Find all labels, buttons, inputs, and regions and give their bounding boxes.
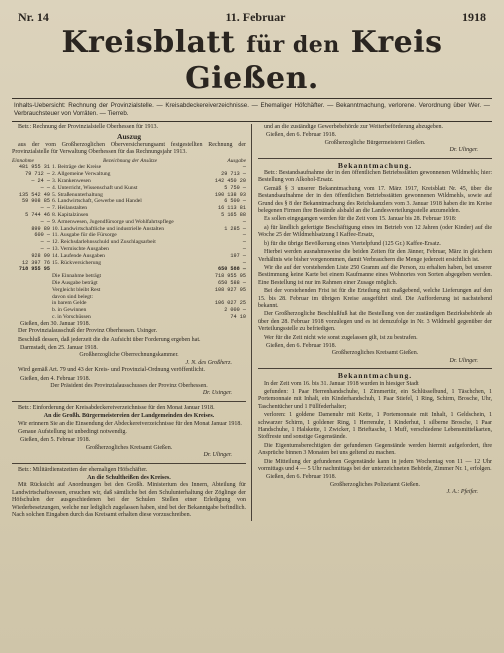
- paragraph: Wird gemäß Art. 79 und 43 der Kreis- und Provinzial-Ordnung veröffentlicht.: [18, 367, 205, 374]
- article-intro: aus der vom Großherzoglichen Oberversicherungsamt festgestellten Rechnung der Provinzialstelle für Verwaltung Oberhessen für das Rechnungsjahr 1913.: [12, 141, 246, 156]
- summary-value: 650 588 —: [217, 279, 246, 286]
- paragraph: Wer für die Zeit nicht wie sonst zugelassen gilt, ist zu bestrafen.: [264, 334, 418, 341]
- signature: Dr. Ulinger.: [449, 357, 478, 364]
- summary-value: 106 027 25: [214, 300, 246, 307]
- list-item: a) für ländlich gefertigte Beschäftigung eines im Betrieb von 12 Jahren (oder Kinder) auf die Woche 25 der Wildmehlsatzung I Kaffee-Ersatz,: [258, 224, 492, 239]
- item-cell: 1. Beiträge der Kreise: [52, 164, 102, 171]
- dateline: Gießen, den 6. Februar 1918.: [266, 342, 337, 349]
- article-heading: Bekanntmachung.: [337, 160, 413, 170]
- paragraph: Die Eigentumsberechtigten der gefundenen Gegenstände werden hiermit aufgefordert, ihre Ansprüche binnen 3 Monaten bei uns geltend zu machen.: [258, 442, 492, 457]
- paragraph: Beschluß dessen, daß jederzeit die die Aufsicht über Forderung ergeben hat.: [18, 336, 201, 343]
- item-cell: 11. Ausgabe für die Fürsorge: [52, 232, 117, 239]
- paragraph: Mit Rücksicht auf Anordnungen bei den Großh. Ministerium des Innern, Abteilung für Landwirtschaftswesen, ersuchen wir, daß sämtliche bei den Schulunterhaltung der Zöglinge der Höfschulen der ausgeschiedenen bei der Schulen Stellen einer Erledigung von Wiederbesetzungen, welche nur lediglich zugelassen haben, sind bei der Bekanntgabe befindlich. Nach solchen Eingaben durch das Kreisamt erhalten diese vorzuschreiben.: [12, 482, 246, 519]
- dateline: Gießen, den 6. Februar 1918.: [266, 474, 337, 481]
- income-cell: 481 955 31: [18, 164, 50, 171]
- item-cell: 4. Unterricht, Wissenschaft und Kunst: [52, 184, 138, 191]
- accounts-rows: [12, 164, 246, 266]
- right-column: [258, 124, 492, 521]
- masthead: [12, 26, 492, 96]
- item-cell: 9. Armenwesen, Jugendfürsorge und Wohlfahrtspflege: [52, 218, 174, 225]
- item-cell: 12. Reichsdarlehnsschuld und Zuschlagsarbeit: [52, 239, 156, 246]
- income-cell: 600 —: [34, 232, 50, 239]
- masthead-title-c: Kreis Gießen.: [185, 25, 443, 96]
- summary-label: Vergleicht bleibt Rest: [52, 286, 101, 293]
- income-cell: 899 89: [31, 225, 50, 232]
- signature: J. N. des Großherz.: [185, 359, 232, 366]
- issue-line: [12, 10, 492, 25]
- summary-value: 718 955 95: [214, 273, 246, 280]
- summary-value: [210, 294, 246, 301]
- paragraph: Der Großherzogliche Beschlußfuß hat die Bestellung von der zuständigen Bezirksbehörde ab über den 28. Februar 1918 vorzulegen und es ist demzufolge in Nr. 3 Wildmehl gegenüber der Verteilungsstelle zu befriedigen.: [258, 311, 492, 333]
- income-cell: 928 99: [31, 252, 50, 259]
- income-cell: — —: [40, 239, 50, 246]
- issue-date: 11. Februar: [225, 10, 286, 24]
- signature: Dr. Ulinger.: [203, 452, 232, 459]
- expense-cell: 5 165 88: [221, 212, 246, 218]
- issue-number: Nr. 14: [18, 10, 49, 24]
- income-cell: 79 712 —: [25, 171, 50, 178]
- summary-value: 74 10: [230, 313, 246, 320]
- signature: Großherzogliches Kreisamt Gießen.: [331, 350, 419, 357]
- item-cell: 7. Heilanstalten: [52, 205, 88, 212]
- table-head-expense: Ausgabe: [227, 157, 246, 164]
- expense-cell: —: [242, 164, 246, 171]
- income-cell: 135 542 49: [18, 191, 50, 198]
- summary-label: c. in Vorschüssen: [52, 313, 91, 320]
- masthead-rule: [12, 98, 492, 99]
- expense-cell: 1 285 —: [224, 225, 246, 232]
- table-head-item: Bezeichnung der Ansätze: [102, 157, 158, 164]
- signature: Dr. Ulinger.: [449, 147, 478, 154]
- article-heading: Bekanntmachung.: [337, 371, 413, 381]
- contents-rule: [12, 121, 492, 122]
- paragraph: Wir erinnern Sie an die Einsendung der Abdeckereiverzeichnisse für den Monat Januar 1918.: [18, 420, 242, 427]
- dateline: Darmstadt, den 25. Januar 1918.: [20, 344, 98, 351]
- article-heading: An die Schultheißen des Kreises.: [87, 475, 171, 482]
- paragraph: Genaue Aufstellung ist unbedingt notwendig.: [18, 429, 127, 436]
- summary-label: in barem Gelde: [52, 300, 87, 307]
- income-cell: 12 397 76: [21, 259, 50, 266]
- signature: Großherzogliches Polizeiamt Gießen.: [329, 481, 421, 488]
- expense-cell: 6 500 —: [224, 198, 246, 205]
- issue-year: 1918: [461, 10, 486, 24]
- item-cell: 5. Straßenunterhaltung: [52, 191, 103, 198]
- item-cell: 10. Landwirtschaftliche und industrielle Anstalten: [52, 225, 165, 232]
- summary-label: davon sind belegt:: [52, 293, 94, 300]
- signature: Großherzogliches Kreisamt Gießen.: [85, 444, 173, 451]
- masthead-title-b: für den: [246, 32, 340, 58]
- paragraph: Wir die auf der vorstehenden Liste 250 Gramm auf die Person, zu erhalten haben, bei unserer Bestimmung keine Karte bei einem Kaufmanne eines Wohnortes von Sorten abgegeben werden. Eine Bestellung ist nur im Rahmen einer Zusage möglich.: [258, 264, 492, 286]
- summary-label: b. in Gewinnen: [52, 307, 87, 314]
- summary-value: 2 000 —: [224, 307, 246, 314]
- paragraph: Die Mitteilung der gefundenen Gegenstände kann in jedem Wochentag von 11 — 12 Uhr vormittags und 4 — 5 Uhr nachmittags bei der unterzeichneten Behörde, Zimmer Nr. 1, erfolgen.: [258, 458, 492, 473]
- article-label: Betr.: Einforderung der Kreisabdeckereiverzeichnisse für den Monat Januar 1918.: [18, 404, 215, 411]
- article-heading: An die Großh. Bürgermeistereien der Landgemeinden des Kreises.: [43, 413, 215, 420]
- income-cell: — —: [40, 184, 50, 191]
- total-income: 718 955 95: [18, 266, 50, 273]
- expense-cell: 5 750 —: [224, 184, 246, 191]
- dateline: Gießen, den 6. Februar 1918.: [266, 132, 337, 139]
- expense-cell: —: [242, 259, 246, 266]
- dateline: Gießen, den 30. Januar 1918.: [20, 320, 91, 327]
- item-cell: 15. Rückversicherung: [52, 259, 102, 266]
- paragraph: Es sollen eingegangen werden für die Zeit vom 15. Januar bis 28. Februar 1918:: [264, 216, 457, 223]
- item-cell: 3. Krankenwesen: [52, 178, 91, 185]
- income-cell: — 24 —: [31, 178, 50, 185]
- paragraph: gefunden: 1 Paar Herrenhandschuhe, 1 Zimmertür, ein Schlüsselbund, 1 Täschchen, 1 Portemonnaie mit Inhalt, ein Kinderhandschuh, 1 Paar Stiefel, 1 Ring, Schirm, Brosche, Uhr, Taschentücher und 1 Füllfederhalter;: [258, 389, 492, 410]
- signature: Der Präsident des Provinzialausschusses der Provinz Oberhessen.: [50, 383, 208, 389]
- signature: Großherzogliche Oberrechnungskammer.: [79, 352, 179, 359]
- expense-cell: —: [242, 232, 246, 239]
- article-label: Betr.: Bestandsaufnahme der in den öffentlichen Betriebsstätten gewonnenen Wildmehls; hier: Bestellung von Alkohol-Ersatz.: [258, 170, 492, 184]
- accounts-total: [12, 266, 246, 273]
- divider: [258, 368, 492, 369]
- signature: J. A.: Pfeifer.: [446, 489, 478, 496]
- income-cell: 5 744 46: [25, 212, 50, 218]
- contents-summary: Inhalts-Uebersicht: Rechnung der Provinzialstelle. — Kreisabdeckereiverzeichnisse. — Ehemaliger Höfchäfter. — Bekanntmachung, verlorene. Verordnung über Wer. — Verbrauchsteuer von Vorräten. — Tierreb.: [14, 102, 490, 117]
- list-item: b) für die übrige Bevölkerung eines Viertelpfund (125 Gr.) Kaffee-Ersatz.: [264, 240, 441, 247]
- item-cell: 8. Kapitalzinsen: [52, 212, 89, 218]
- signature: Dr. Usinger.: [202, 390, 232, 397]
- income-cell: — —: [40, 245, 50, 252]
- divider: [12, 463, 246, 464]
- divider: [258, 158, 492, 159]
- expense-cell: 190 138 93: [214, 191, 246, 198]
- expense-cell: 29 713 —: [221, 171, 246, 178]
- income-cell: 59 908 85: [21, 198, 50, 205]
- article-heading: Auszug: [116, 132, 142, 142]
- masthead-title-a: Kreisblatt: [61, 25, 236, 60]
- dateline: Gießen, den 4. Februar 1918.: [20, 375, 91, 382]
- divider: [12, 401, 246, 402]
- expense-cell: 16 113 81: [217, 205, 246, 212]
- income-cell: — —: [40, 205, 50, 212]
- item-cell: 13. Vermischte Ausgaben: [52, 245, 109, 252]
- paragraph: Gemäß § 3 unserer Bekanntmachung vom 17. März 1917, Kreisblatt Nr. 45, über die Bestandsaufnahme der in den öffentlichen Betriebsstätten gewonnenen Wildmehls, sowie auf Grund des § 8 der Bekanntmachung des Reichskanzlers vom 3. Januar 1918 haben die im Kreise belegenen Firmen ihre Bestände alsbald an die Landesverteilungsstelle anzumelden.: [258, 185, 492, 215]
- paragraph: Hierbei werden ausnahmsweise die beiden Zeiten für den Jänner, Februar, März in gleichem Verhältnis wie bisher vorgenommen, damit Verbrauchern die Menge jederzeit ersichtlich ist.: [258, 249, 492, 263]
- item-cell: 14. Laufende Ausgaben: [52, 252, 105, 259]
- columns: [12, 124, 492, 521]
- paragraph: In der Zeit vom 16. bis 31. Januar 1918 wurden in hiesiger Stadt: [264, 380, 419, 387]
- table-head-income: Einnahme: [12, 157, 34, 164]
- summary-value: 108 927 95: [214, 286, 246, 293]
- item-cell: 6. Landwirtschaft, Gewerbe und Handel: [52, 198, 142, 205]
- dateline: Gießen, den 5. Februar 1918.: [20, 437, 91, 444]
- summary-label: Die Einnahme beträgt: [52, 273, 102, 280]
- expense-cell: —: [242, 245, 246, 252]
- paragraph: Bei der vorstehenden Frist ist für die Erteilung mit maßgebend, welche Lieferungen auf den 15. bis 28. Februar im übrigen Kreise ausgeführt sind. Die Aufforderung ist nachstehend bekannt.: [258, 288, 492, 309]
- paragraph: und an die zuständige Gewerbebehörde zur Weiterbeförderung abzugeben.: [264, 124, 443, 130]
- accounts-table: [12, 158, 246, 165]
- article-label: Betr.: Rechnung der Provinzialstelle Oberhessen für 1913.: [18, 124, 158, 130]
- total-expense: 650 588 —: [217, 266, 246, 273]
- signature: Großherzogliche Bürgermeisterei Gießen.: [324, 139, 426, 146]
- left-column: [12, 124, 252, 521]
- expense-cell: 197 —: [230, 252, 246, 259]
- summary-label: Die Ausgabe beträgt: [52, 279, 98, 286]
- paragraph: verloren: 1 goldene Damenuhr mit Kette, 1 Portemonnaie mit Inhalt, 1 Geldschein, 1 schwarzer Schirm, 1 goldener Ring, 1 Herrenuhr, 1 Kinderhut, 1 silberne Brosche, 1 Paar Handschuhe, 1 Halskette, 1 Zwicker, 1 Brieftasche, 1 Muff, verschiedene Lebensmittelkarten, Stoffreste und sonstige Gegenstände.: [258, 412, 492, 441]
- expense-cell: —: [242, 239, 246, 246]
- article-label: Betr.: Militärdienstzeiten der ehemaligen Höfschäfter.: [18, 466, 148, 473]
- income-cell: — —: [40, 218, 50, 225]
- expense-cell: 142 450 20: [214, 178, 246, 185]
- item-cell: 2. Allgemeine Verwaltung: [52, 171, 111, 178]
- summary-rows: [12, 273, 246, 321]
- paragraph: Der Provinzialausschuß der Provinz Oberhessen. Usinger.: [18, 328, 158, 335]
- expense-cell: —: [242, 218, 246, 225]
